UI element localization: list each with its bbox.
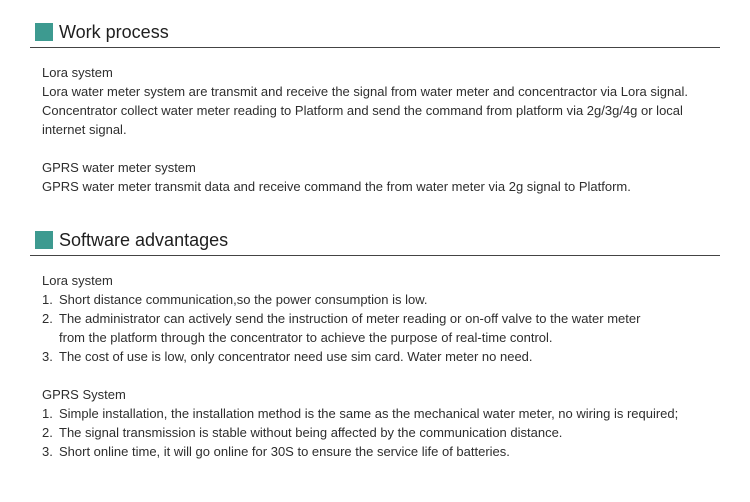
work-process-gprs-block <box>42 158 722 196</box>
software-advantages-title: Software advantages <box>59 230 229 250</box>
list-item-number: 1. <box>42 292 53 307</box>
work-process-lora-block <box>42 63 722 139</box>
work-process-gprs-body: GPRS water meter transmit data and receive command the from water meter via 2g signal to Platform. <box>42 179 631 194</box>
list-item-text: The administrator can actively send the instruction of meter reading or on-off valve to the water meter from the platform through the concentrator to achieve the purpose of real-time control. <box>59 311 641 345</box>
software-gprs-block <box>42 385 722 461</box>
list-item-number: 3. <box>42 444 53 459</box>
work-process-gprs-heading: GPRS water meter system <box>42 160 196 175</box>
list-item-text: Short online time, it will go online for 30S to ensure the service life of batteries. <box>59 444 510 459</box>
software-gprs-heading: GPRS System <box>42 387 126 402</box>
list-item <box>42 404 709 423</box>
section-marker-icon <box>35 231 53 249</box>
list-item-text: Short distance communication,so the power consumption is low. <box>59 292 428 307</box>
list-item <box>42 290 722 309</box>
list-item-text: Simple installation, the installation method is the same as the mechanical water meter, no wiring is required; <box>59 406 679 421</box>
section-marker-icon <box>35 23 53 41</box>
work-process-lora-body: Lora water meter system are transmit and receive the signal from water meter and concentractor via Lora signal. Concentrator collect water meter reading to Platform and send the command from platform via 2g/3g/4g or local internet signal. <box>42 84 688 137</box>
list-item-number: 2. <box>42 311 53 326</box>
list-item <box>42 347 722 366</box>
list-item-text: The signal transmission is stable without being affected by the communication distance. <box>59 425 563 440</box>
work-process-header <box>30 21 720 48</box>
list-item-text: The cost of use is low, only concentrator need use sim card. Water meter no need. <box>59 349 533 364</box>
software-lora-block <box>42 271 722 366</box>
list-item <box>42 309 669 347</box>
software-lora-heading: Lora system <box>42 273 113 288</box>
software-lora-list <box>42 290 722 366</box>
list-item <box>42 442 722 461</box>
software-advantages-header <box>30 229 720 256</box>
list-item-number: 3. <box>42 349 53 364</box>
list-item <box>42 423 722 442</box>
list-item-number: 2. <box>42 425 53 440</box>
software-gprs-list <box>42 404 722 461</box>
work-process-title: Work process <box>59 22 169 42</box>
list-item-number: 1. <box>42 406 53 421</box>
work-process-lora-heading: Lora system <box>42 65 113 80</box>
